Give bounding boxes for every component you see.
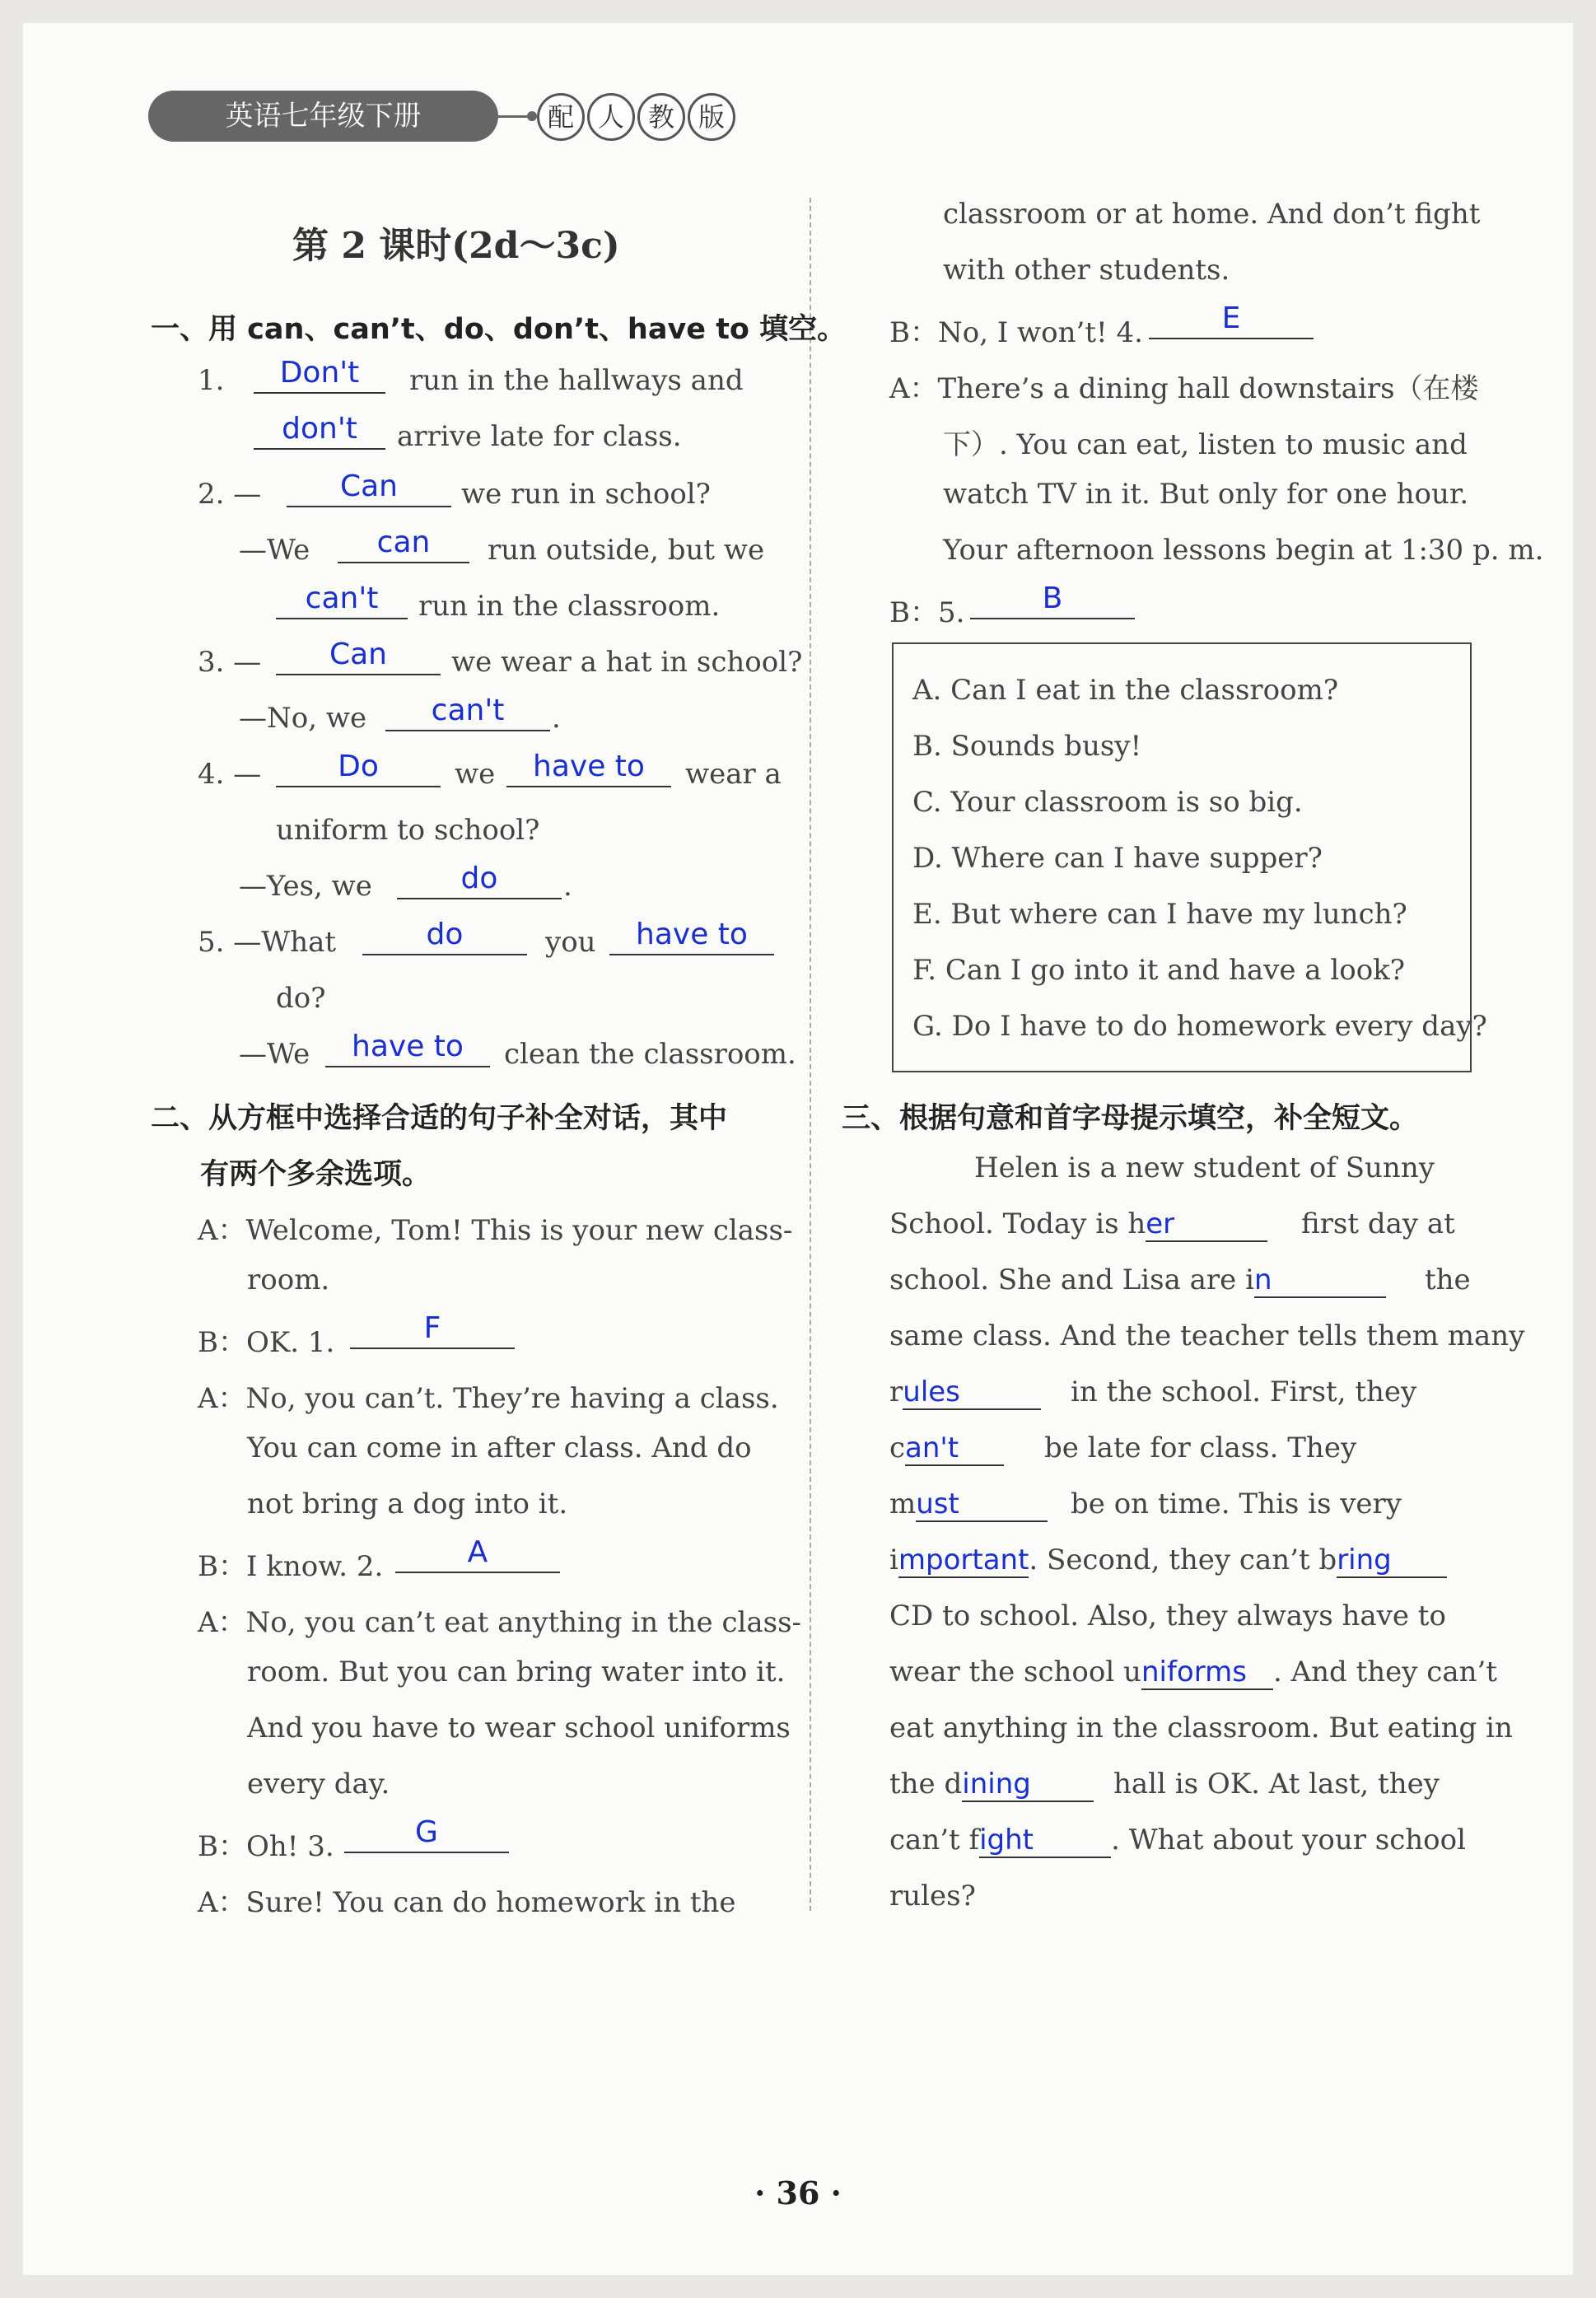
q4-answer-3: do — [397, 860, 562, 899]
dialogue-line: B：Oh! 3. — [198, 1830, 334, 1863]
dialogue-line: You can come in after class. And do — [247, 1432, 752, 1464]
q2-text-3: run outside, but we — [488, 534, 765, 567]
q3-text-1: we wear a hat in school? — [451, 646, 803, 679]
q3-answer-1: Can — [276, 636, 441, 675]
q4-number: 4. — — [198, 758, 262, 791]
dialogue-line: every day. — [247, 1768, 390, 1801]
option-g: G. Do I have to do homework every day? — [912, 1010, 1487, 1043]
dialogue-line: B：I know. 2. — [198, 1550, 384, 1583]
passage-line: CD to school. Also, they always have to — [889, 1600, 1446, 1632]
dialogue-answer-1: F — [350, 1310, 515, 1349]
column-divider — [810, 198, 811, 1911]
dialogue-line: with other students. — [943, 254, 1230, 287]
passage-answer-3: ules — [903, 1376, 1041, 1410]
q1-number: 1. — [198, 364, 225, 397]
q4-text-3: uniform to school? — [276, 814, 540, 847]
passage-line: same class. And the teacher tells them many — [889, 1319, 1525, 1352]
option-b: B. Sounds busy! — [912, 730, 1142, 763]
q3-number: 3. — — [198, 646, 262, 679]
q3-answer-2: can't — [385, 692, 550, 731]
dialogue-line: A：Welcome, Tom! This is your new class- — [198, 1214, 793, 1247]
dialogue-line: A：No, you can’t eat anything in the class- — [198, 1606, 802, 1639]
header-dot — [527, 111, 537, 121]
dialogue-line: A：There’s a dining hall downstairs（在楼 — [889, 372, 1479, 405]
dialogue-line: 下）. You can eat, listen to music and — [943, 428, 1468, 461]
edition-tag-2: 人 — [587, 93, 635, 141]
dialogue-answer-2: A — [395, 1534, 560, 1573]
passage-line: eat anything in the classroom. But eating in — [889, 1712, 1513, 1745]
section2-heading-line2: 有两个多余选项。 — [200, 1158, 432, 1191]
q5-text-3: —We — [239, 1038, 310, 1071]
q4-answer-1: Do — [276, 748, 441, 787]
dialogue-line: not bring a dog into it. — [247, 1488, 568, 1520]
q4-text-5: . — [563, 870, 572, 903]
q1-text-1: run in the hallways and — [409, 364, 744, 397]
passage-answer-2: n — [1254, 1263, 1386, 1298]
passage-line: School. Today is her — [889, 1207, 1267, 1242]
passage-line: must — [889, 1488, 1048, 1522]
dialogue-line: watch TV in it. But only for one hour. — [943, 478, 1469, 511]
passage-answer-7: ring — [1337, 1544, 1447, 1578]
q2-text-1: we run in school? — [461, 478, 711, 511]
section1-heading: 一、用 can、can’t、do、don’t、have to 填空。 — [151, 313, 847, 346]
passage-answer-5: ust — [916, 1488, 1048, 1522]
passage-line-tail: first day at — [1301, 1207, 1455, 1240]
passage-line: the dining — [889, 1768, 1094, 1802]
dialogue-line: B：OK. 1. — [198, 1326, 335, 1359]
passage-line: can’t fight . What about your school — [889, 1824, 1466, 1857]
q1-text-2: arrive late for class. — [397, 420, 682, 453]
option-e: E. But where can I have my lunch? — [912, 898, 1407, 931]
q5-answer-2: have to — [609, 916, 774, 955]
dialogue-line: B：No, I won’t! 4. — [889, 316, 1143, 349]
q5-answer-3: have to — [325, 1028, 490, 1067]
q5-number: 5. —What — [198, 926, 337, 959]
q5-text-1: you — [545, 926, 596, 959]
q5-answer-1: do — [362, 916, 527, 955]
dialogue-answer-3: G — [344, 1814, 509, 1853]
passage-line: rules? — [889, 1880, 976, 1913]
passage-line: Helen is a new student of Sunny — [974, 1151, 1435, 1184]
q2-answer-3: can't — [276, 580, 408, 619]
dialogue-answer-4: E — [1149, 300, 1314, 339]
dialogue-answer-5: B — [970, 580, 1135, 619]
dialogue-line: room. — [247, 1263, 330, 1296]
passage-line-tail: the — [1425, 1263, 1471, 1296]
q4-text-1: we — [455, 758, 496, 791]
passage-line-tail: be on time. This is very — [1071, 1488, 1402, 1520]
dialogue-line: A：No, you can’t. They’re having a class. — [198, 1382, 779, 1415]
passage-line: school. She and Lisa are in — [889, 1263, 1386, 1298]
option-a: A. Can I eat in the classroom? — [912, 674, 1339, 707]
q3-text-3: . — [552, 702, 561, 735]
passage-answer-9: ining — [962, 1768, 1094, 1802]
q2-answer-2: can — [338, 524, 469, 563]
passage-line-tail: hall is OK. At last, they — [1113, 1768, 1440, 1801]
passage-answer-1: er — [1146, 1207, 1267, 1242]
q1-answer-1: Don't — [254, 354, 385, 394]
option-c: C. Your classroom is so big. — [912, 786, 1303, 819]
q2-text-2: —We — [239, 534, 310, 567]
dialogue-line: And you have to wear school uniforms — [247, 1712, 791, 1745]
book-title-pill: 英语七年级下册 — [148, 91, 498, 142]
q5-text-2: do? — [276, 982, 326, 1015]
option-d: D. Where can I have supper? — [912, 842, 1323, 875]
q2-number: 2. — — [198, 478, 262, 511]
q2-text-4: run in the classroom. — [418, 590, 721, 623]
lesson-title: 第 2 课时(2d～3c) — [292, 225, 620, 267]
passage-line: wear the school uniforms . And they can’t — [889, 1656, 1497, 1688]
option-f: F. Can I go into it and have a look? — [912, 954, 1406, 987]
passage-line: can't — [889, 1432, 1004, 1466]
passage-answer-8: niforms — [1141, 1656, 1273, 1690]
q4-text-2: wear a — [685, 758, 782, 791]
passage-line-tail: in the school. First, they — [1071, 1376, 1417, 1408]
passage-answer-4: an't — [905, 1432, 1004, 1466]
passage-line-tail: be late for class. They — [1044, 1432, 1357, 1464]
q5-text-4: clean the classroom. — [504, 1038, 796, 1071]
edition-tag-4: 版 — [688, 93, 735, 141]
q2-answer-1: Can — [287, 468, 451, 507]
section3-heading: 三、根据句意和首字母提示填空，补全短文。 — [842, 1102, 1419, 1135]
passage-line: rules — [889, 1376, 1041, 1410]
dialogue-line: A：Sure! You can do homework in the — [198, 1886, 736, 1919]
q4-text-4: —Yes, we — [239, 870, 372, 903]
dialogue-line: Your afternoon lessons begin at 1:30 p. m. — [943, 534, 1544, 567]
section2-heading-line1: 二、从方框中选择合适的句子补全对话，其中 — [151, 1102, 728, 1135]
dialogue-line: room. But you can bring water into it. — [247, 1656, 786, 1688]
edition-tag-1: 配 — [537, 93, 585, 141]
q1-answer-2: don't — [254, 410, 385, 450]
edition-tag-3: 教 — [637, 93, 685, 141]
q4-answer-2: have to — [506, 748, 671, 787]
page-number: · 36 · — [754, 2174, 842, 2212]
header-connector — [490, 115, 531, 118]
q3-text-2: —No, we — [239, 702, 367, 735]
dialogue-line: B：5. — [889, 596, 965, 629]
dialogue-line: classroom or at home. And don’t fight — [943, 198, 1481, 231]
passage-answer-6: mportant — [898, 1544, 1029, 1576]
passage-line: important. Second, they can’t bring — [889, 1544, 1447, 1578]
passage-answer-10: ight — [979, 1824, 1111, 1858]
